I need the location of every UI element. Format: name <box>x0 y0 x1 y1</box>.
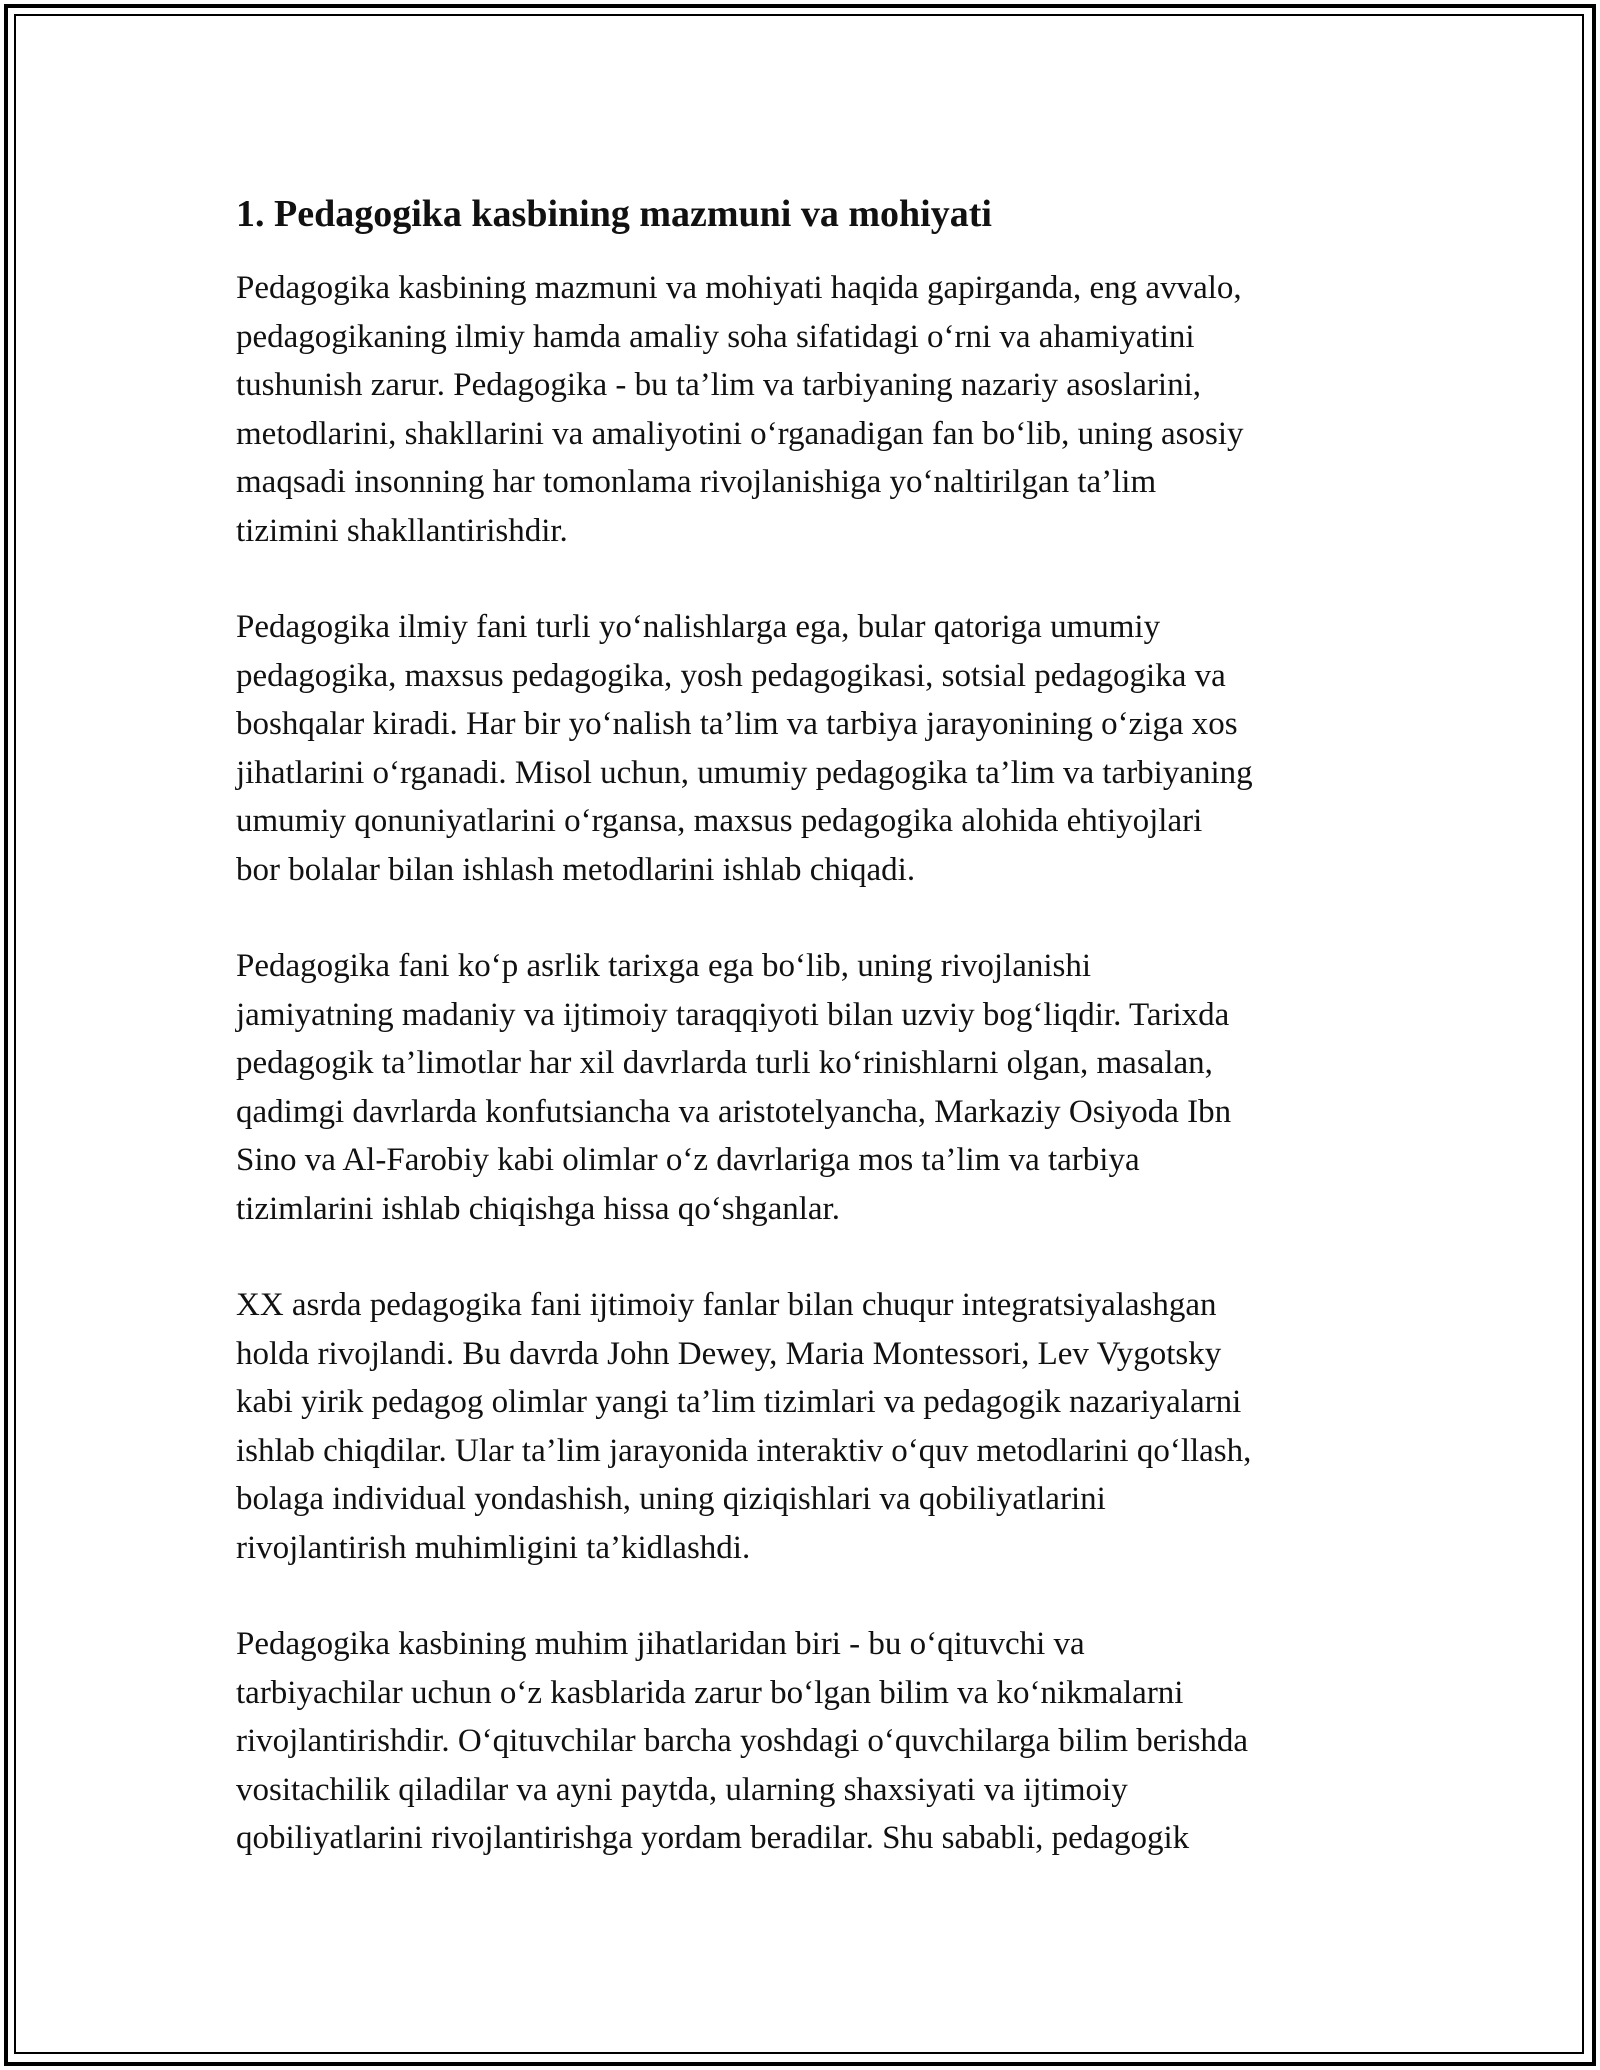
paragraph-line: tarbiyachilar uchun o‘z kasblarida zarur bo‘lgan bilim va ko‘nikmalarni <box>236 1674 1184 1711</box>
paragraph-4 <box>236 1281 1366 1572</box>
paragraph-line: umumiy qonuniyatlarini o‘rgansa, maxsus pedagogika alohida ehtiyojlari <box>236 803 1203 839</box>
paragraph-line: qadimgi davrlarda konfutsiancha va aristotelyancha, Markaziy Osiyoda Ibn <box>236 1093 1232 1130</box>
paragraph-1 <box>236 264 1366 555</box>
paragraph-5 <box>236 1620 1366 1863</box>
paragraph-3 <box>236 942 1366 1233</box>
document-body <box>236 190 1366 1911</box>
paragraph-line: XX asrda pedagogika fani ijtimoiy fanlar bilan chuqur integratsiyalashgan <box>236 1287 1217 1323</box>
section-heading: 1. Pedagogika kasbining mazmuni va mohiyati <box>236 193 992 235</box>
paragraph-line: Pedagogika ilmiy fani turli yo‘nalishlarga ega, bular qatoriga umumiy <box>236 609 1161 645</box>
paragraph-line: tizimlarini ishlab chiqishga hissa qo‘shganlar. <box>236 1190 840 1227</box>
paragraph-line: pedagogika, maxsus pedagogika, yosh pedagogikasi, sotsial pedagogika va <box>236 657 1226 694</box>
paragraph-line: tushunish zarur. Pedagogika - bu ta’lim va tarbiyaning nazariy asoslarini, <box>236 367 1201 403</box>
paragraph-line: bolaga individual yondashish, uning qiziqishlari va qobiliyatlarini <box>236 1481 1106 1517</box>
paragraph-line: ishlab chiqdilar. Ular ta’lim jarayonida interaktiv o‘quv metodlarini qo‘llash, <box>236 1432 1252 1469</box>
paragraph-line: qobiliyatlarini rivojlantirishga yordam beradilar. Shu sababli, pedagogik <box>236 1820 1190 1856</box>
paragraph-2 <box>236 603 1366 894</box>
paragraph-line: tizimini shakllantirishdir. <box>236 512 568 549</box>
paragraph-line: holda rivojlandi. Bu davrda John Dewey, Maria Montessori, Lev Vygotsky <box>236 1335 1222 1372</box>
paragraph-line: pedagogikaning ilmiy hamda amaliy soha sifatidagi o‘rni va ahamiyatini <box>236 318 1195 355</box>
paragraph-line: Sino va Al-Farobiy kabi olimlar o‘z davrlariga mos ta’lim va tarbiya <box>236 1142 1140 1178</box>
paragraph-line: bor bolalar bilan ishlash metodlarini ishlab chiqadi. <box>236 851 916 888</box>
paragraph-line: boshqalar kiradi. Har bir yo‘nalish ta’lim va tarbiya jarayonining o‘ziga xos <box>236 706 1238 742</box>
paragraph-line: metodlarini, shakllarini va amaliyotini o‘rganadigan fan bo‘lib, uning asosiy <box>236 415 1244 452</box>
paragraph-line: kabi yirik pedagog olimlar yangi ta’lim tizimlari va pedagogik nazariyalarni <box>236 1384 1242 1420</box>
paragraph-line: Pedagogika fani ko‘p asrlik tarixga ega bo‘lib, uning rivojlanishi <box>236 948 1092 984</box>
paragraph-line: Pedagogika kasbining mazmuni va mohiyati haqida gapirganda, eng avvalo, <box>236 270 1242 306</box>
paragraph-line: jamiyatning madaniy va ijtimoiy taraqqiyoti bilan uzviy bog‘liqdir. Tarixda <box>236 996 1230 1033</box>
paragraph-line: maqsadi insonning har tomonlama rivojlanishiga yo‘naltirilgan ta’lim <box>236 464 1157 500</box>
paragraph-line: rivojlantirishdir. O‘qituvchilar barcha yoshdagi o‘quvchilarga bilim berishda <box>236 1723 1249 1759</box>
paragraph-line: pedagogik ta’limotlar har xil davrlarda turli ko‘rinishlarni olgan, masalan, <box>236 1045 1213 1081</box>
paragraph-line: rivojlantirish muhimligini ta’kidlashdi. <box>236 1529 751 1566</box>
paragraph-line: vositachilik qiladilar va ayni paytda, ularning shaxsiyati va ijtimoiy <box>236 1771 1128 1808</box>
paragraph-line: jihatlarini o‘rganadi. Misol uchun, umumiy pedagogika ta’lim va tarbiyaning <box>236 754 1253 791</box>
paragraph-line: Pedagogika kasbining muhim jihatlaridan biri - bu o‘qituvchi va <box>236 1626 1085 1662</box>
